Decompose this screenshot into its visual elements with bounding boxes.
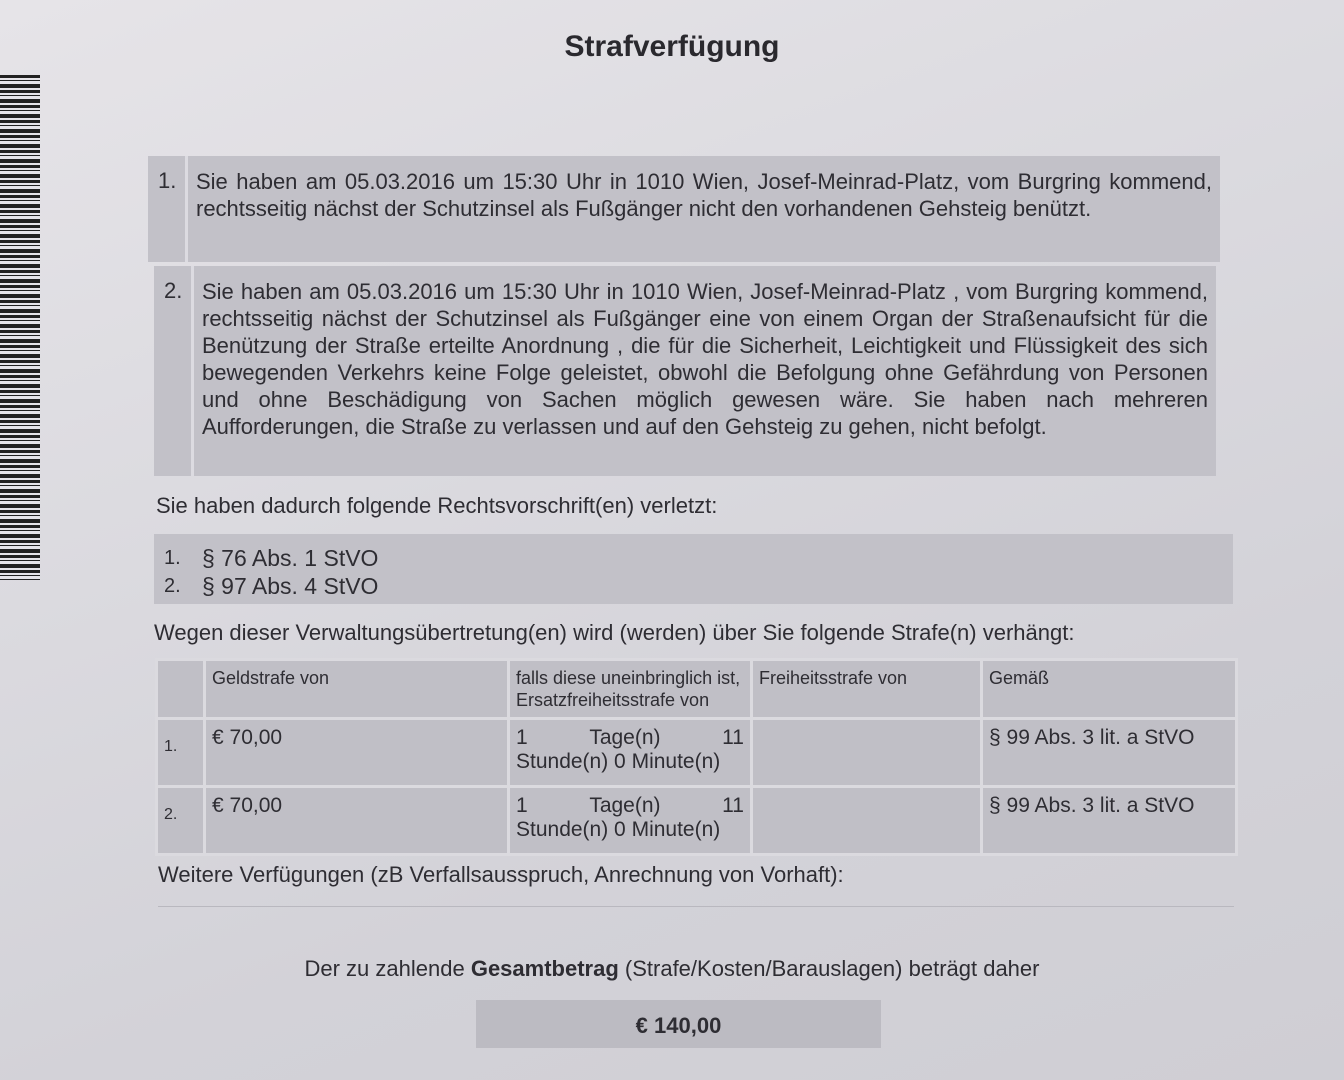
penalty-table — [155, 658, 1238, 856]
offence-number: 1. — [148, 156, 188, 262]
legal-basis: § 99 Abs. 3 lit. a StVO — [982, 719, 1237, 787]
fine-amount: € 70,00 — [205, 787, 509, 855]
law-text: § 76 Abs. 1 StVO — [202, 545, 379, 571]
document-title: Strafverfügung — [564, 30, 780, 63]
total-post: (Strafe/Kosten/Barauslagen) beträgt daher — [618, 956, 1040, 981]
header-fine: Geldstrafe von — [205, 660, 509, 719]
substitute-days-unit: Tage(n) — [589, 794, 661, 817]
row-number: 1. — [157, 719, 205, 787]
legal-basis: § 99 Abs. 3 lit. a StVO — [982, 787, 1237, 855]
total-amount: € 140,00 — [476, 1000, 881, 1048]
substitute-sentence — [509, 787, 752, 855]
substitute-days-unit: Tage(n) — [589, 726, 661, 749]
further-orders: Weitere Verfügungen (zB Verfallsausspruch, Anrechnung von Vorhaft): — [158, 862, 844, 887]
substitute-hours: 11 — [722, 726, 744, 749]
law-number: 1. — [164, 547, 181, 569]
substitute-rest: Stunde(n) 0 Minute(n) — [516, 818, 721, 841]
offence-1 — [148, 156, 1220, 262]
substitute-rest: Stunde(n) 0 Minute(n) — [516, 750, 721, 773]
law-item — [164, 544, 1233, 572]
offence-text: Sie haben am 05.03.2016 um 15:30 Uhr in 1010 Wien, Josef-Meinrad-Platz , vom Burgring kommend, rechtsseitig nächst der Schutzinsel als Fußgänger eine von einem Organ der Straßenaufsicht für die Benützung der Straße erteilte Anordnung , die für die Sicherheit, Leichtigkeit und Flüssigkeit des sich bewegenden Verkehrs keine Folge geleistet, obwohl die Befolgung ohne Gefährdung von Personen und ohne Beschädigung von Sachen möglich gewesen wäre. Sie haben nach mehreren Aufforderungen, die Straße zu verlassen und auf den Gehsteig zu gehen, nicht befolgt. — [202, 279, 1208, 439]
header-prison: Freiheitsstrafe von — [752, 660, 982, 719]
table-row — [157, 719, 1237, 787]
row-number: 2. — [157, 787, 205, 855]
substitute-days: 1 — [516, 726, 528, 749]
table-header-row — [157, 660, 1237, 719]
penalty-heading: Wegen dieser Verwaltungsübertretung(en) wird (werden) über Sie folgende Strafe(n) verhängt: — [154, 620, 1075, 645]
substitute-sentence — [509, 719, 752, 787]
total-pre: Der zu zahlende — [304, 956, 471, 981]
substitute-hours: 11 — [722, 794, 744, 817]
violated-heading: Sie haben dadurch folgende Rechtsvorschrift(en) verletzt: — [156, 493, 718, 518]
header-per: Gemäß — [982, 660, 1237, 719]
prison-sentence — [752, 787, 982, 855]
law-number: 2. — [164, 575, 181, 597]
header-substitute: falls diese uneinbringlich ist, Ersatzfreiheitsstrafe von — [509, 660, 752, 719]
law-item — [164, 572, 1233, 600]
substitute-days: 1 — [516, 794, 528, 817]
prison-sentence — [752, 719, 982, 787]
offence-text: Sie haben am 05.03.2016 um 15:30 Uhr in 1010 Wien, Josef-Meinrad-Platz, vom Burgring kommend, rechtsseitig nächst der Schutzinsel als Fußgänger nicht den vorhandenen Gehsteig benützt. — [196, 169, 1212, 221]
offence-2 — [154, 266, 1216, 476]
total-label: Gesamtbetrag — [470, 956, 619, 981]
barcode — [0, 75, 40, 580]
fine-amount: € 70,00 — [205, 719, 509, 787]
divider — [158, 906, 1234, 907]
table-row — [157, 787, 1237, 855]
violated-laws — [154, 534, 1233, 604]
offence-number: 2. — [154, 266, 194, 476]
law-text: § 97 Abs. 4 StVO — [202, 573, 379, 599]
total-statement — [0, 956, 1344, 982]
header-cell-empty — [157, 660, 205, 719]
